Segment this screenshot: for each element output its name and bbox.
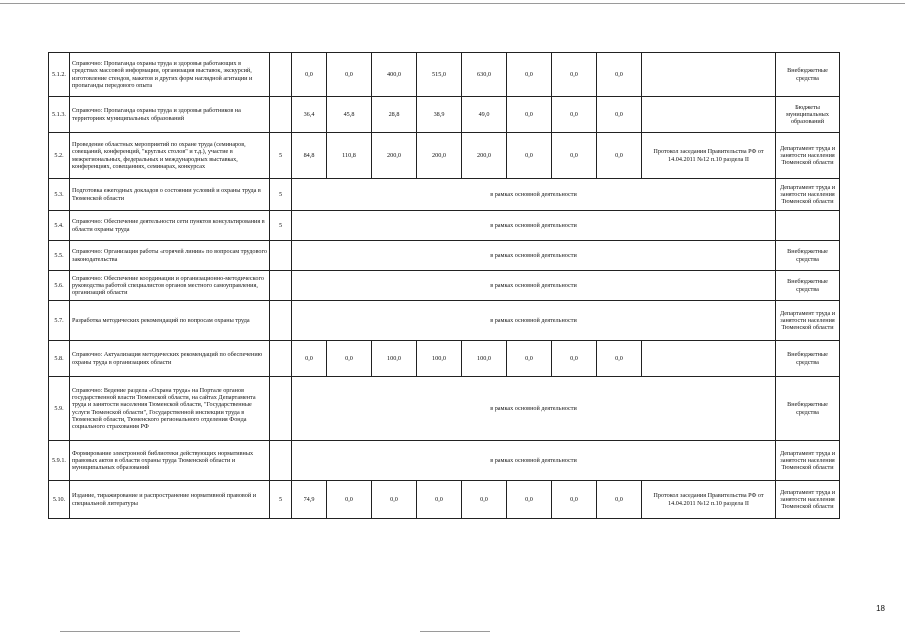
row-description: Справочно: Актуализация методических рекомендаций по обеспечению охраны труда в организациях области [70,341,270,377]
row-number: 5.4. [49,211,70,241]
funding-value: 45,8 [327,97,372,133]
funding-value: 0,0 [327,341,372,377]
funding-value: 0,0 [552,53,597,97]
row-description: Справочно: Пропаганда охраны труда и здоровья работников на территориях муниципальных образований [70,97,270,133]
main-activity-note: в рамках основной деятельности [292,241,776,271]
row-responsible: Бюджеты муниципальных образований [776,97,840,133]
funding-value: 36,4 [292,97,327,133]
funding-value: 74,9 [292,481,327,519]
row-basis: Протокол заседания Правительства РФ от 14.04.2011 №12 п.10 раздела II [642,133,776,179]
row-number: 5.1.2. [49,53,70,97]
main-activity-note: в рамках основной деятельности [292,271,776,301]
funding-value: 0,0 [507,133,552,179]
row-period [270,377,292,441]
funding-value: 110,8 [327,133,372,179]
row-description: Проведение областных мероприятий по охране труда (семинаров, совещаний, конференций, "круглых столов" и т.д.), участие в межрегиональных, федеральных и международных выставках, конференциях, совещаниях, семинарах, конкурсах [70,133,270,179]
main-activity-note: в рамках основной деятельности [292,441,776,481]
row-responsible: Департамент труда и занятости населения Тюменской области [776,301,840,341]
row-period [270,241,292,271]
row-responsible: Внебюджетные средства [776,341,840,377]
row-number: 5.9.1. [49,441,70,481]
row-period: 5 [270,211,292,241]
funding-value: 0,0 [597,97,642,133]
funding-value: 0,0 [597,133,642,179]
measures-table [48,52,840,519]
funding-value: 0,0 [372,481,417,519]
page-number: 18 [876,604,885,613]
funding-value: 0,0 [507,481,552,519]
table-row [49,377,840,441]
row-description: Справочно: Обеспечение деятельности сети пунктов консультирования в области охраны труда [70,211,270,241]
funding-value: 515,0 [417,53,462,97]
funding-value: 0,0 [507,53,552,97]
funding-value: 0,0 [462,481,507,519]
row-period: 5 [270,481,292,519]
row-responsible [776,211,840,241]
table-row [49,271,840,301]
row-description: Справочно: Ведение раздела «Охрана труда» на Портале органов государственной власти Тюменской области, на сайтах Департамента труда и занятости населения Тюменской области, "Государственные услуги Тюменской области", Государственной инспекции труда в Тюменской области, Тюменского регионального отделения Фонда социального страхования РФ [70,377,270,441]
row-number: 5.3. [49,179,70,211]
funding-value: 0,0 [552,133,597,179]
funding-value: 0,0 [507,97,552,133]
main-activity-note: в рамках основной деятельности [292,377,776,441]
funding-value: 200,0 [417,133,462,179]
row-responsible: Внебюджетные средства [776,271,840,301]
row-basis: Протокол заседания Правительства РФ от 14.04.2011 №12 п.10 раздела II [642,481,776,519]
row-basis [642,53,776,97]
bottom-edge-line [420,631,490,632]
row-responsible: Внебюджетные средства [776,377,840,441]
funding-value: 0,0 [327,53,372,97]
row-number: 5.6. [49,271,70,301]
row-period [270,441,292,481]
table-row [49,179,840,211]
table-row [49,341,840,377]
main-activity-note: в рамках основной деятельности [292,179,776,211]
row-period [270,341,292,377]
row-number: 5.7. [49,301,70,341]
bottom-edge-line [60,631,240,632]
funding-value: 100,0 [417,341,462,377]
funding-value: 0,0 [552,481,597,519]
row-period: 5 [270,133,292,179]
table-row [49,441,840,481]
row-number: 5.8. [49,341,70,377]
row-basis [642,341,776,377]
funding-value: 0,0 [327,481,372,519]
funding-value: 200,0 [462,133,507,179]
row-number: 5.1.3. [49,97,70,133]
funding-value: 0,0 [507,341,552,377]
row-description: Справочно: Обеспечение координации и организационно-методического руководства работой специалистов органов местного самоуправления, организаций области [70,271,270,301]
funding-value: 84,8 [292,133,327,179]
row-responsible: Департамент труда и занятости населения Тюменской области [776,133,840,179]
funding-value: 630,0 [462,53,507,97]
row-number: 5.10. [49,481,70,519]
funding-value: 0,0 [552,341,597,377]
funding-value: 38,9 [417,97,462,133]
table-row [49,301,840,341]
funding-value: 0,0 [292,53,327,97]
main-activity-note: в рамках основной деятельности [292,211,776,241]
funding-value: 0,0 [552,97,597,133]
table-row [49,481,840,519]
row-period [270,53,292,97]
funding-value: 0,0 [597,481,642,519]
funding-value: 400,0 [372,53,417,97]
funding-value: 0,0 [597,53,642,97]
funding-value: 100,0 [462,341,507,377]
row-period [270,301,292,341]
row-description: Разработка методических рекомендаций по вопросам охраны труда [70,301,270,341]
row-responsible: Департамент труда и занятости населения Тюменской области [776,179,840,211]
row-description: Подготовка ежегодных докладов о состоянии условий и охраны труда в Тюменской области [70,179,270,211]
row-description: Справочно: Организация работы «горячей линии» по вопросам трудового законодательства [70,241,270,271]
table-row [49,133,840,179]
row-period: 5 [270,179,292,211]
row-responsible: Внебюджетные средства [776,53,840,97]
table-row [49,53,840,97]
row-number: 5.5. [49,241,70,271]
row-basis [642,97,776,133]
table-row [49,241,840,271]
row-description: Справочно: Пропаганда охраны труда и здоровья работающих в средствах массовой информации, организация выставок, экскурсий, изготовление стендов, макетов и других форм наглядной агитации и пропаганды передового опыта [70,53,270,97]
row-description: Формирование электронной библиотеки действующих нормативных правовых актов в области охраны труда Тюменской области и муниципальных образований [70,441,270,481]
row-responsible: Департамент труда и занятости населения Тюменской области [776,441,840,481]
row-number: 5.9. [49,377,70,441]
row-period [270,97,292,133]
row-description: Издание, тиражирование и распространение нормативной правовой и специальной литературы [70,481,270,519]
funding-value: 49,0 [462,97,507,133]
main-activity-note: в рамках основной деятельности [292,301,776,341]
funding-value: 200,0 [372,133,417,179]
funding-value: 100,0 [372,341,417,377]
funding-value: 28,8 [372,97,417,133]
funding-value: 0,0 [597,341,642,377]
funding-value: 0,0 [417,481,462,519]
top-edge-line [0,3,905,4]
row-responsible: Департамент труда и занятости населения Тюменской области [776,481,840,519]
table-row [49,211,840,241]
funding-value: 0,0 [292,341,327,377]
row-responsible: Внебюджетные средства [776,241,840,271]
table-row [49,97,840,133]
row-period [270,271,292,301]
row-number: 5.2. [49,133,70,179]
